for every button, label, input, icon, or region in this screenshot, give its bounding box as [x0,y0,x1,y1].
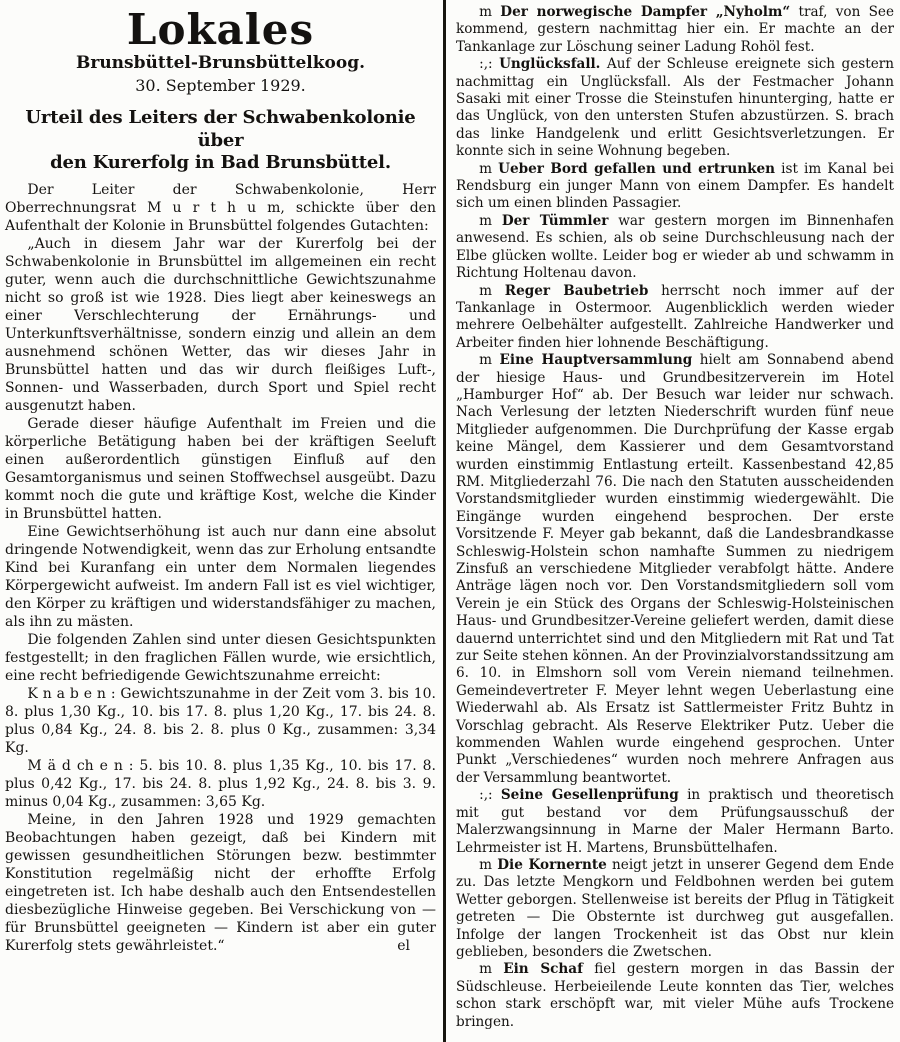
headline-line-1: Urteil des Leiters der Schwabenkolonie über [25,107,416,151]
item-text: ist im Kanal bei Rendsburg ein junger Mann von einem Dampfer. Es handelt sich um einen blinden Passagier. [456,160,894,212]
news-item [456,787,894,857]
item-text: war gestern morgen im Binnenhafen anwesend. Es schien, als ob seine Durchschleusung nach der Elbe glücken wollte. Leider bog er wieder ab und schwamm in Richtung Holtenau davon. [456,212,894,282]
left-column [0,0,442,1042]
headline-line-2: den Kurerfolg in Bad Brunsbüttel. [50,152,391,174]
article-paragraph: Der Leiter der Schwabenkolonie, Herr Oberrechnungsrat M u r t h u m, schickte über den Aufenthalt der Kolonie in Brunsbüttel folgendes Gutachten: [5,181,436,234]
item-marker: m [479,160,492,177]
item-text: herrscht noch immer auf der Tankanlage in Ostermoor. Augenblicklich werden wieder mehrere Oelbehälter aufgestellt. Zahlreiche Handwerker und Arbeiter finden hier lohnende Beschäftigung. [456,282,895,351]
article-paragraph: Gerade dieser häufige Aufenthalt im Freien und die körperliche Betätigung haben bei der kräftigen Seeluft einen außerordentlich günstigen Einfluß auf den Gesamtorganismus und seinen Stoffwechsel ausgeübt. Dazu kommt noch die gute und kräftige Kost, welche die Kinder in Brunsbüttel hatten. [5,415,436,522]
item-text: fiel gestern morgen in das Bassin der Südschleuse. Herbeieilende Leute konnten das Tier, welches schon stark erschöpft war, mit vieler Mühe aufs Trockene bringen. [456,961,894,1030]
item-lead: Unglücksfall. [499,56,601,73]
item-marker: m [479,856,492,873]
news-item [456,4,894,56]
article-paragraph-maedchen: M ä d ch e n : 5. bis 10. 8. plus 1,35 Kg., 10. bis 17. 8. plus 0,42 Kg., 17. bis 24. 8. plus 1,92 Kg., 24. 8. bis 3. 9. minus 0,04 Kg., zusammen: 3,65 Kg. [5,757,436,810]
section-subtitle: Brunsbüttel-Brunsbüttelkoog. [76,53,365,74]
item-text: hielt am Sonnabend abend der hiesige Haus- und Grundbesitzerverein im Hotel „Hamburger Hof“ ab. Der Besuch war leider nur schwach. Nach Verlesung der letzten Niederschrift wurden fünf neue Mitglieder aufgenommen. Die Durchprüfung der Kasse ergab keine Mängel, dem Kassierer und dem Gesamtvorstand wurden einstimmig Entlastung erteilt. Kassenbestand 42,85 RM. Mitgliederzahl 76. Die nach den Statuten ausscheidenden Vorstandsmitglieder wurden einstimmig wiedergewählt. Die Eingänge wurden eingehend besprochen. Der erste Vorsitzende F. Meyer gab bekannt, daß die Landesbrandkasse Schleswig-Holstein schon namhafte Summen zu niedrigem Zinsfuß an verschiedene Mitglieder verabfolgt hätte. Andere Anträge lägen noch vor. Den Vorstandsmitgliedern soll vom Verein je ein Stück des Organs der Schleswig-Holsteinischen Haus- und Grundbesitzer-Vereine geliefert werden, damit diese dauernd unterrichtet sind und den Mitgliedern mit Rat und Tat zur Seite stehen können. An der Provinzialvorstandssitzung am 6. 10. in Elmshorn soll vom Verein niemand teilnehmen. Gemeindevertreter F. Meyer lehnt wegen Ueberlastung eine Wiederwahl ab. Als Ersatz ist Sattlermeister Fritz Buhtz in Vorschlag gebracht. Als Reserve Elektriker Putz. Ueber die kommenden Wahlen wurde eingehend gesprochen. Unter Punkt „Verschiedenes“ wurden noch mehrere Anfragen aus der Versammlung beantwortet. [456,352,894,786]
item-marker: :,: [479,787,493,804]
item-marker: m [479,352,492,369]
item-text: traf, von See kommend, gestern nachmittag hier ein. Er machte an der Tankanlage zur Löschung seiner Ladung Rohöl fest. [456,4,895,55]
item-lead: Reger Baubetrieb [504,282,649,299]
item-marker: m [479,4,492,20]
article-headline [5,107,436,175]
news-item [456,161,894,213]
news-item [456,352,894,787]
item-lead: Die Kornernte [497,856,607,873]
item-lead: Der Tümmler [501,212,609,229]
item-marker: m [479,961,492,978]
article-paragraph: „Auch in diesem Jahr war der Kurerfolg bei der Schwabenkolonie in Brunsbüttel im allgemeinen ein recht guter, wenn auch die durchschnittliche Gewichtszunahme nicht so groß ist wie 1928. Dies liegt aber keineswegs an einer Verschlechterung der Ernährungs- und Unterkunftsverhältnisse, sondern einzig und allein an dem ausnehmend schönen Wetter, das wir dieses Jahr in Brunsbüttel hatten und das wir durch fleißiges Luft-, Sonnen- und Wasserbaden, durch Sport und Spiel recht ausgenutzt haben. [5,235,436,414]
item-marker: :,: [479,56,493,73]
article-paragraph: Die folgenden Zahlen sind unter diesen Gesichtspunkten festgestellt; in den fraglichen Fällen wurde, wie ersichtlich, eine recht befriedigende Gewichtszunahme erreicht: [5,631,436,684]
news-item [456,857,894,961]
news-item [456,56,894,160]
news-item [456,283,894,353]
article-paragraph-knaben: K n a b e n : Gewichtszunahme in der Zeit vom 3. bis 10. 8. plus 1,30 Kg., 10. bis 17. 8. plus 1,20 Kg., 17. bis 24. 8. plus 0,84 Kg., 24. 8. bis 2. 8. plus 0 Kg., zusammen: 3,34 Kg. [5,685,436,756]
item-text: Auf der Schleuse ereignete sich gestern nachmittag ein Unglücksfall. Als der Festmacher Johann Sasaki mit einer Trosse die Steinstufen hinunterging, hatte er das Unglück, von den untersten Stufen abzustürzen. S. brach das linke Handgelenk und erlitt Gesichtsverletzungen. Er konnte sich in seine Wohnung begeben. [456,56,895,160]
item-lead: Eine Hauptversammlung [499,352,693,369]
item-marker: m [479,282,492,299]
item-marker: m [479,212,492,229]
item-text: in praktisch und theoretisch mit gut bestand vor dem Prüfungsausschuß der Malerzwangsinnung in Marne der Maler Hermann Barto. Lehrmeister ist H. Martens, Brunsbüttelhafen. [456,787,895,856]
item-text: neigt jetzt in unserer Gegend dem Ende zu. Das letzte Mengkorn und Feldbohnen werden bei gutem Wetter geborgen. Stellenweise ist bereits der Pflug in Tätigkeit getreten — Die Obsternte ist durchweg gut ausgefallen. Infolge der langen Trockenheit ist das Obst nur klein geblieben, besonders die Zwetschen. [456,856,894,960]
news-item [456,961,894,1031]
column-divider [443,0,446,1042]
right-column [450,0,900,1042]
article-signature: el [397,937,410,954]
item-lead: Ein Schaf [503,961,583,978]
news-item [456,213,894,283]
item-lead: Ueber Bord gefallen und ertrunken [498,160,776,177]
item-lead: Der norwegische Dampfer „Nyholm“ [500,4,791,20]
article-paragraph: Eine Gewichtserhöhung ist auch nur dann eine absolut dringende Notwendigkeit, wenn das zur Erholung entsandte Kind bei Kuranfang ein unter dem Normalen liegendes Körpergewicht aufweist. Im andern Fall ist es viel wichtiger, den Körper zu kräftigen und widerstandsfähiger zu machen, als ihn zu mästen. [5,523,436,630]
article-paragraph-text: Meine, in den Jahren 1928 und 1929 gemachten Beobachtungen haben gezeigt, daß bei Kindern mit gewissen gesundheitlichen Störungen bezw. bestimmter Konstitution regelmäßig nicht der erhoffte Erfolg eingetreten ist. Ich habe deshalb auch den Entsendestellen diesbezügliche Hinweise gegeben. Bei Verschickung von — für Brunsbüttel geeigneten — Kindern ist aber ein guter Kurerfolg stets gewährleistet.“ [5,811,436,954]
item-lead: Seine Gesellenprüfung [500,787,679,804]
article-paragraph [5,811,436,955]
section-title: Lokales [126,5,315,54]
date-line: 30. September 1929. [135,75,306,95]
